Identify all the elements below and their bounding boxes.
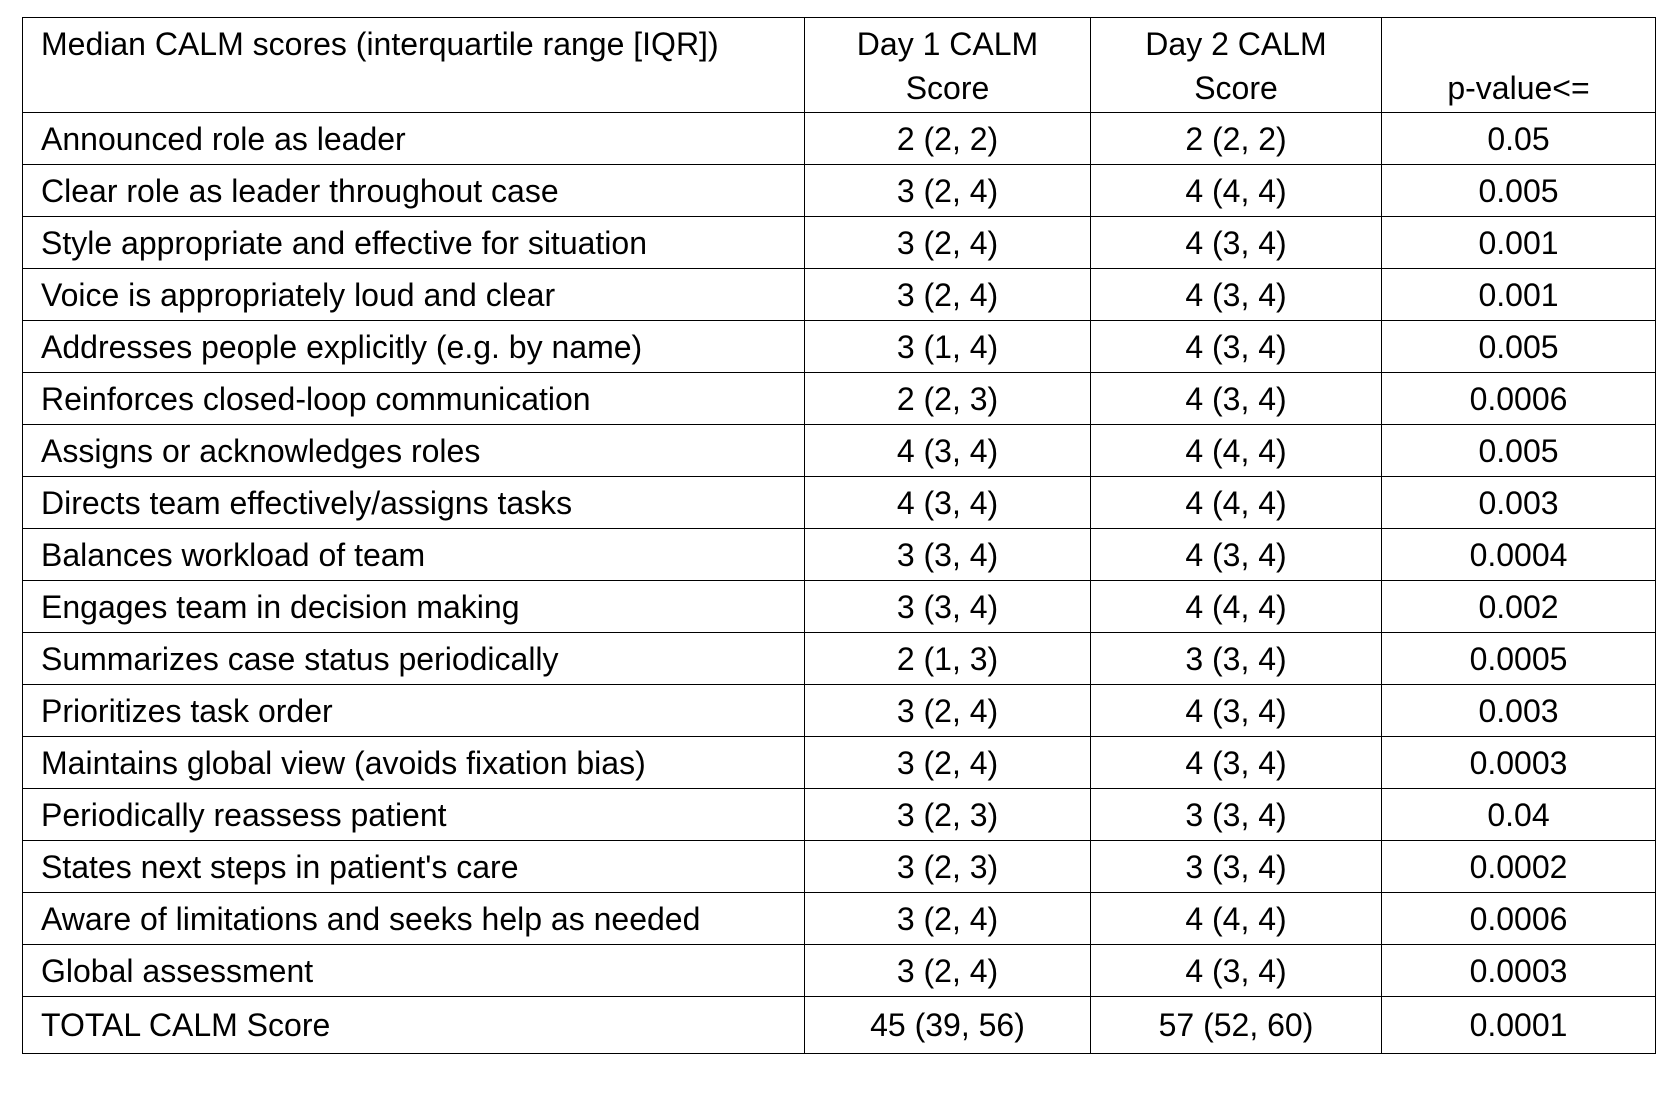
row-label: Addresses people explicitly (e.g. by name) (23, 321, 805, 373)
table-row (23, 321, 1656, 373)
row-day1-score: 3 (3, 4) (805, 581, 1091, 633)
row-label: Style appropriate and effective for situation (23, 217, 805, 269)
total-p-value: 0.0001 (1382, 997, 1656, 1054)
row-day2-score: 4 (3, 4) (1091, 945, 1382, 997)
table-row (23, 581, 1656, 633)
row-p-value: 0.003 (1382, 477, 1656, 529)
row-day2-score: 4 (3, 4) (1091, 217, 1382, 269)
row-p-value: 0.04 (1382, 789, 1656, 841)
row-p-value: 0.003 (1382, 685, 1656, 737)
row-day1-score: 2 (1, 3) (805, 633, 1091, 685)
row-day1-score: 3 (2, 4) (805, 737, 1091, 789)
row-p-value: 0.0004 (1382, 529, 1656, 581)
row-label: Clear role as leader throughout case (23, 165, 805, 217)
row-day2-score: 2 (2, 2) (1091, 113, 1382, 165)
row-day1-score: 3 (2, 4) (805, 217, 1091, 269)
row-label: Global assessment (23, 945, 805, 997)
row-day2-score: 3 (3, 4) (1091, 633, 1382, 685)
row-label: Assigns or acknowledges roles (23, 425, 805, 477)
row-label: Summarizes case status periodically (23, 633, 805, 685)
row-p-value: 0.0003 (1382, 945, 1656, 997)
table-row (23, 425, 1656, 477)
row-day1-score: 3 (2, 4) (805, 893, 1091, 945)
row-p-value: 0.0006 (1382, 893, 1656, 945)
row-label: States next steps in patient's care (23, 841, 805, 893)
row-p-value: 0.0002 (1382, 841, 1656, 893)
row-label: Engages team in decision making (23, 581, 805, 633)
row-day1-score: 3 (3, 4) (805, 529, 1091, 581)
row-day2-score: 4 (3, 4) (1091, 737, 1382, 789)
table-row (23, 113, 1656, 165)
row-day2-score: 3 (3, 4) (1091, 841, 1382, 893)
row-day2-score: 4 (4, 4) (1091, 893, 1382, 945)
table-body (23, 113, 1656, 1054)
table-row (23, 269, 1656, 321)
calm-scores-table (22, 17, 1656, 1054)
row-p-value: 0.001 (1382, 217, 1656, 269)
header-day1: Day 1 CALM Score (805, 18, 1091, 113)
row-p-value: 0.05 (1382, 113, 1656, 165)
row-p-value: 0.0003 (1382, 737, 1656, 789)
table-row (23, 529, 1656, 581)
row-label: Reinforces closed-loop communication (23, 373, 805, 425)
table-row (23, 893, 1656, 945)
table-row (23, 373, 1656, 425)
row-day2-score: 4 (3, 4) (1091, 373, 1382, 425)
row-p-value: 0.001 (1382, 269, 1656, 321)
row-label: Voice is appropriately loud and clear (23, 269, 805, 321)
row-label: Maintains global view (avoids fixation bias) (23, 737, 805, 789)
row-label: Announced role as leader (23, 113, 805, 165)
row-p-value: 0.005 (1382, 165, 1656, 217)
table-row (23, 737, 1656, 789)
row-p-value: 0.0006 (1382, 373, 1656, 425)
table-row (23, 841, 1656, 893)
row-p-value: 0.0005 (1382, 633, 1656, 685)
row-day1-score: 3 (2, 4) (805, 269, 1091, 321)
row-day1-score: 3 (2, 3) (805, 841, 1091, 893)
table-row (23, 633, 1656, 685)
row-label: Balances workload of team (23, 529, 805, 581)
row-day2-score: 4 (4, 4) (1091, 425, 1382, 477)
row-day2-score: 4 (4, 4) (1091, 477, 1382, 529)
total-label: TOTAL CALM Score (23, 997, 805, 1054)
table-row (23, 685, 1656, 737)
header-pvalue: p-value<= (1382, 18, 1656, 113)
row-day1-score: 4 (3, 4) (805, 477, 1091, 529)
table-row (23, 217, 1656, 269)
header-measure: Median CALM scores (interquartile range [IQR]) (23, 18, 805, 113)
table-row (23, 789, 1656, 841)
row-day2-score: 4 (3, 4) (1091, 685, 1382, 737)
table-row (23, 477, 1656, 529)
row-day2-score: 4 (3, 4) (1091, 321, 1382, 373)
total-row (23, 997, 1656, 1054)
header-row (23, 18, 1656, 113)
row-label: Aware of limitations and seeks help as needed (23, 893, 805, 945)
row-day1-score: 3 (1, 4) (805, 321, 1091, 373)
row-day1-score: 2 (2, 3) (805, 373, 1091, 425)
row-p-value: 0.005 (1382, 321, 1656, 373)
total-day2-score: 57 (52, 60) (1091, 997, 1382, 1054)
row-day1-score: 3 (2, 4) (805, 945, 1091, 997)
row-label: Prioritizes task order (23, 685, 805, 737)
row-day2-score: 4 (4, 4) (1091, 581, 1382, 633)
row-day1-score: 2 (2, 2) (805, 113, 1091, 165)
row-day2-score: 4 (3, 4) (1091, 269, 1382, 321)
table-row (23, 165, 1656, 217)
row-p-value: 0.005 (1382, 425, 1656, 477)
header-day2: Day 2 CALM Score (1091, 18, 1382, 113)
total-day1-score: 45 (39, 56) (805, 997, 1091, 1054)
row-label: Periodically reassess patient (23, 789, 805, 841)
row-day2-score: 3 (3, 4) (1091, 789, 1382, 841)
row-day1-score: 3 (2, 4) (805, 685, 1091, 737)
row-day1-score: 3 (2, 3) (805, 789, 1091, 841)
row-day2-score: 4 (3, 4) (1091, 529, 1382, 581)
row-p-value: 0.002 (1382, 581, 1656, 633)
row-day1-score: 3 (2, 4) (805, 165, 1091, 217)
row-day1-score: 4 (3, 4) (805, 425, 1091, 477)
row-label: Directs team effectively/assigns tasks (23, 477, 805, 529)
row-day2-score: 4 (4, 4) (1091, 165, 1382, 217)
table-row (23, 945, 1656, 997)
